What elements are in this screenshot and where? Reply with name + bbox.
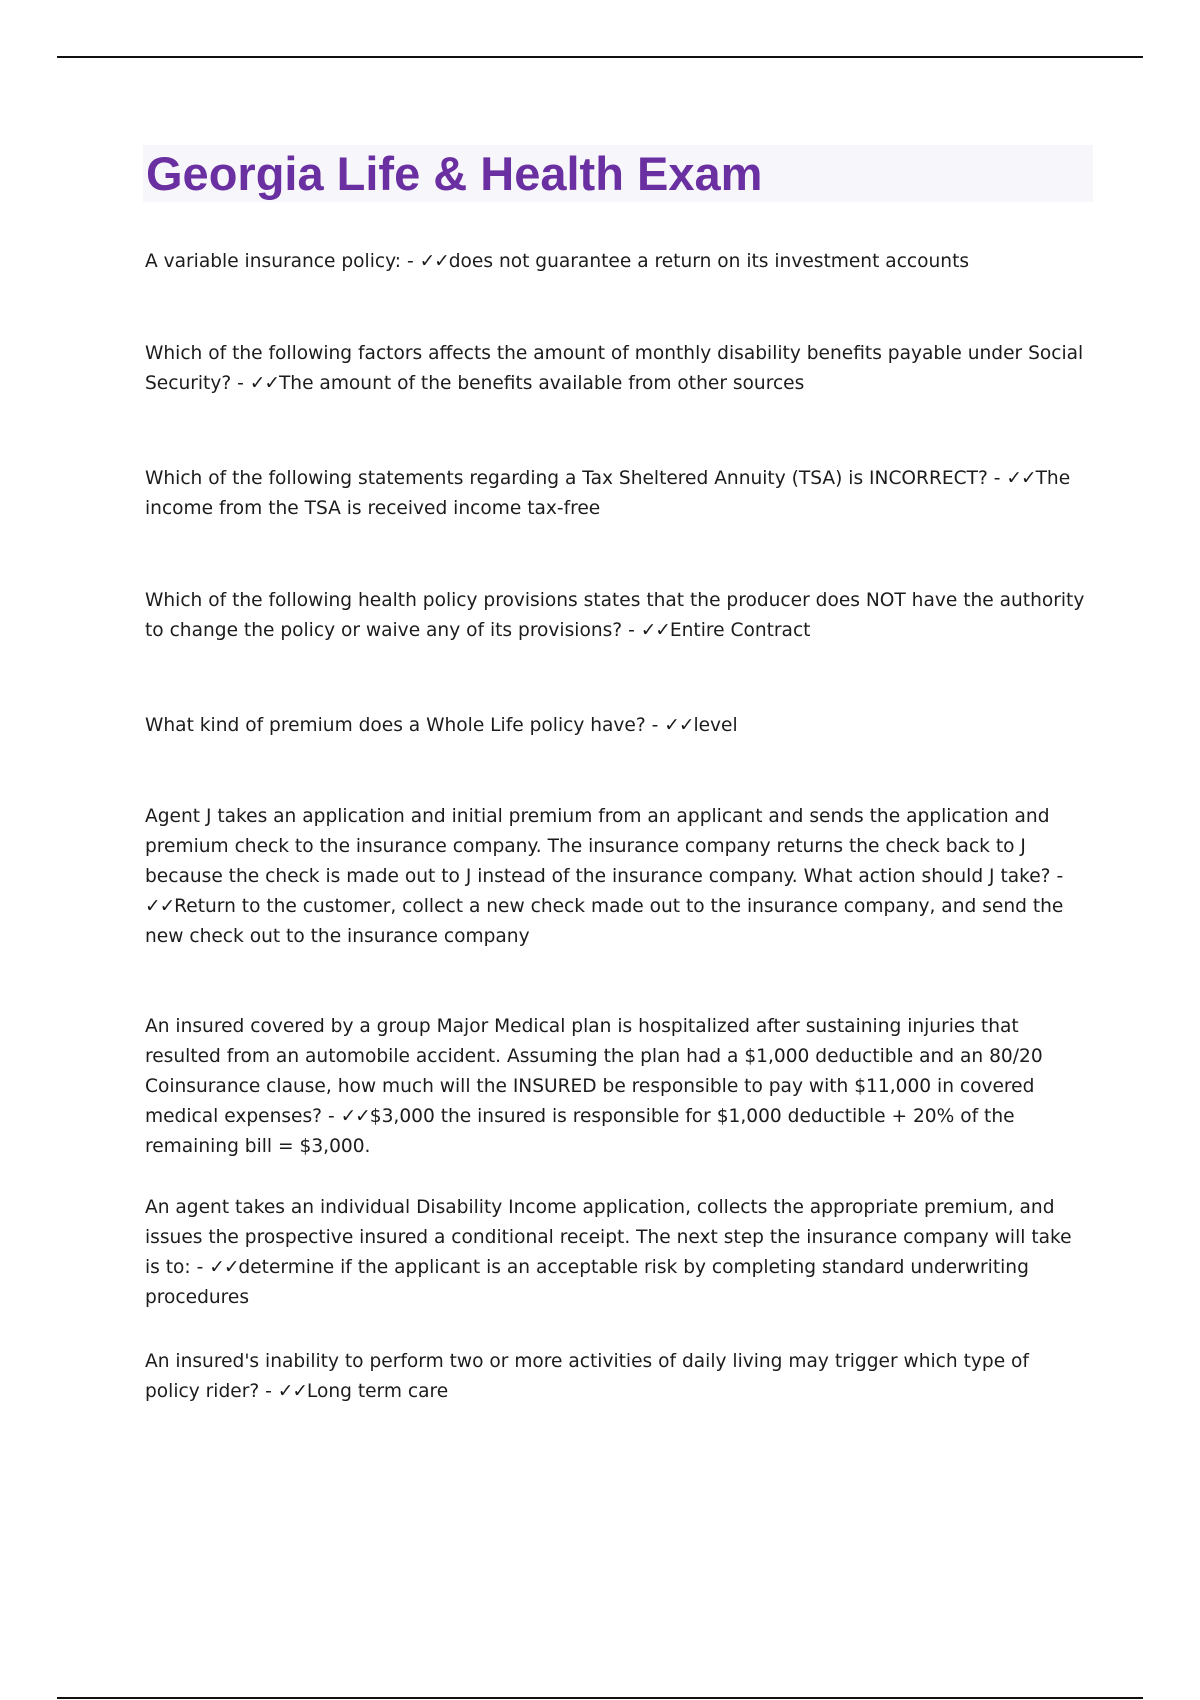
question-text: An insured's inability to perform two or more activities of daily living may trigger which type of policy rider?: [145, 1351, 1029, 1402]
separator: -: [401, 251, 420, 272]
question-text: What kind of premium does a Whole Life policy have?: [145, 715, 646, 736]
question-text: Which of the following health policy provisions states that the producer does NOT have the authority to change the policy or waive any of its provisions?: [145, 590, 1085, 641]
separator: -: [190, 1257, 210, 1278]
separator: -: [259, 1381, 278, 1402]
question-text: An agent takes an individual Disability Income application, collects the appropriate premium, and issues the prospective insured a conditional receipt. The next step the insurance company will take is to:: [145, 1197, 1072, 1278]
question-text: An insured covered by a group Major Medical plan is hospitalized after sustaining injuries that resulted from an automobile accident. Assuming the plan had a $1,000 deductible and an 80/20 Coinsurance clause, how much will the INSURED be responsible to pay with $11,000 in covered medical expenses?: [145, 1016, 1043, 1127]
top-rule: [57, 56, 1143, 58]
double-check-icon: ✓✓: [249, 373, 279, 394]
qa-item-4: [145, 586, 1085, 646]
separator: -: [231, 373, 250, 394]
double-check-icon: ✓✓: [209, 1257, 239, 1278]
double-check-icon: ✓✓: [277, 1381, 307, 1402]
qa-item-2: [145, 339, 1085, 399]
answer-text: The amount of the benefits available from other sources: [278, 373, 805, 394]
double-check-icon: ✓✓: [419, 251, 449, 272]
answer-text: does not guarantee a return on its investment accounts: [448, 251, 970, 272]
qa-item-6: [145, 802, 1085, 952]
answer-text: Entire Contract: [669, 620, 811, 641]
qa-item-8: [145, 1193, 1085, 1313]
qa-item-7: [145, 1012, 1085, 1162]
double-check-icon: ✓✓: [640, 620, 670, 641]
page-title: Georgia Life & Health Exam: [146, 147, 763, 200]
answer-text: level: [693, 715, 738, 736]
question-text: A variable insurance policy:: [145, 251, 402, 272]
qa-item-9: [145, 1347, 1085, 1407]
answer-text: determine if the applicant is an acceptable risk by completing standard underwriting procedures: [145, 1257, 1029, 1308]
double-check-icon: ✓✓: [145, 896, 175, 917]
answer-text: Long term care: [306, 1381, 449, 1402]
qa-item-1: [145, 247, 1085, 277]
double-check-icon: ✓✓: [664, 715, 694, 736]
separator: -: [622, 620, 641, 641]
answer-text: The income from the TSA is received income tax-free: [145, 468, 1071, 519]
separator: -: [645, 715, 665, 736]
double-check-icon: ✓✓: [1006, 468, 1036, 489]
separator: -: [987, 468, 1007, 489]
answer-text: $3,000 the insured is responsible for $1,000 deductible + 20% of the remaining bill = $3,000.: [145, 1106, 1015, 1157]
question-text: Agent J takes an application and initial premium from an applicant and sends the application and premium check to the insurance company. The insurance company returns the check back to J because the check is made out to J instead of the insurance company. What action should J take?: [145, 806, 1051, 887]
bottom-rule: [57, 1697, 1143, 1699]
qa-item-3: [145, 464, 1085, 524]
separator: -: [1050, 866, 1064, 887]
answer-text: Return to the customer, collect a new check made out to the insurance company, and send the new check out to the insurance company: [145, 896, 1064, 947]
question-text: Which of the following statements regarding a Tax Sheltered Annuity (TSA) is INCORRECT?: [145, 468, 988, 489]
question-text: Which of the following factors affects the amount of monthly disability benefits payable under Social Security?: [145, 343, 1084, 394]
qa-item-5: [145, 711, 1085, 741]
double-check-icon: ✓✓: [340, 1106, 370, 1127]
separator: -: [322, 1106, 341, 1127]
